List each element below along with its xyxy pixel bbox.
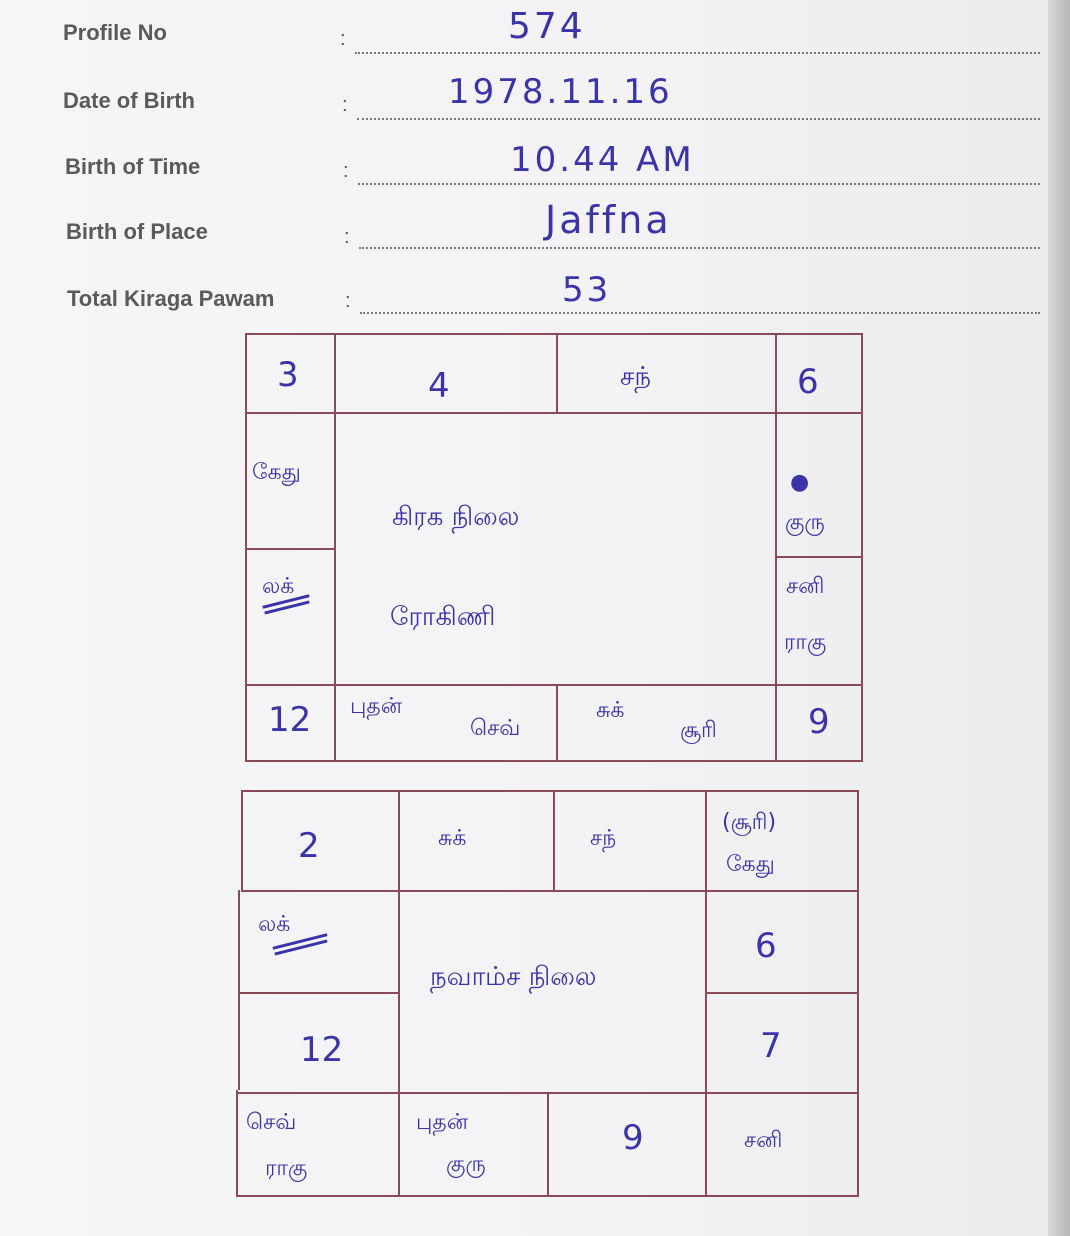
navamsa-lagnam: லக் (258, 912, 291, 937)
rasi-house-9: 9 (808, 702, 830, 742)
birth-place-label: Birth of Place (66, 219, 208, 244)
rasi-house-3: 3 (277, 355, 299, 395)
rasi-sani: சனி (786, 574, 825, 599)
grid-line (547, 1092, 549, 1197)
rasi-mark-dot: ● (790, 470, 810, 495)
navamsa-house-2: 2 (298, 826, 320, 866)
grid-line (334, 333, 336, 762)
dotted-line (360, 312, 1040, 314)
dotted-line (359, 247, 1040, 249)
navamsa-budhan: புதன் (416, 1110, 469, 1135)
navamsa-chandran: சந் (590, 826, 617, 851)
grid-line (775, 333, 777, 762)
profile-no-value: 574 (508, 6, 586, 47)
grid-line (238, 890, 240, 1090)
rasi-kethu: கேது (252, 460, 301, 485)
rasi-rahu: ராகு (784, 630, 827, 655)
grid-line (245, 760, 863, 762)
grid-line (556, 684, 558, 762)
dotted-line (355, 52, 1040, 54)
colon: : (340, 28, 346, 50)
rasi-house-4: 4 (428, 366, 450, 406)
grid-line (705, 992, 858, 994)
dotted-line (358, 183, 1040, 185)
navamsa-center-title: நவாம்ச நிலை (430, 962, 597, 992)
rasi-guru: குரு (785, 510, 825, 535)
navamsa-house-6: 6 (755, 926, 777, 966)
grid-line (236, 1090, 238, 1197)
grid-line (245, 412, 863, 414)
navamsa-house-9: 9 (622, 1118, 644, 1158)
grid-line (245, 333, 863, 335)
grid-line (245, 548, 335, 550)
rasi-house-12: 12 (268, 700, 312, 740)
navamsa-suriyan: (சூரி) (722, 810, 777, 835)
date-of-birth-value: 1978.11.16 (448, 72, 673, 112)
colon: : (344, 226, 350, 248)
rasi-sevvai: செவ் (470, 716, 521, 741)
grid-line (553, 790, 555, 892)
grid-line (861, 333, 863, 762)
grid-line (776, 556, 863, 558)
rasi-center-star: ரோகிணி (390, 602, 496, 632)
rasi-suriyan: சூரி (680, 718, 717, 743)
colon: : (345, 290, 351, 312)
kiraga-pawam-value: 53 (562, 270, 612, 310)
navamsa-kethu: கேது (726, 852, 775, 877)
grid-line (238, 992, 398, 994)
birth-place-value: Jaffna (545, 198, 672, 242)
grid-line (556, 333, 558, 414)
colon: : (342, 94, 348, 116)
navamsa-sevvai: செவ் (246, 1110, 297, 1135)
kiraga-pawam-label: Total Kiraga Pawam (67, 286, 275, 311)
page-edge (1048, 0, 1070, 1236)
birth-time-value: 10.44 AM (510, 140, 695, 180)
grid-line (241, 890, 859, 892)
grid-line (241, 790, 243, 890)
rasi-center-title: கிரக நிலை (392, 502, 520, 532)
rasi-house-6: 6 (797, 362, 819, 402)
dotted-line (357, 118, 1040, 120)
profile-no-label: Profile No (63, 20, 167, 45)
navamsa-house-7: 7 (760, 1026, 782, 1066)
date-of-birth-label: Date of Birth (63, 88, 195, 113)
rasi-sukkiran: சுக் (596, 698, 625, 723)
grid-line (245, 684, 863, 686)
colon: : (343, 160, 349, 182)
rasi-chandran: சந் (620, 362, 652, 392)
navamsa-sani: சனி (744, 1128, 783, 1153)
grid-line (398, 790, 400, 1197)
navamsa-sukkiran: சுக் (438, 826, 467, 851)
rasi-budhan: புதன் (350, 694, 403, 719)
rasi-lagnam: லக் (262, 574, 295, 599)
navamsa-guru: குரு (446, 1152, 486, 1177)
navamsa-rahu: ராகு (265, 1156, 308, 1181)
birth-time-label: Birth of Time (65, 154, 201, 179)
navamsa-house-12: 12 (300, 1030, 344, 1070)
grid-line (241, 790, 859, 792)
grid-line (705, 790, 707, 1197)
